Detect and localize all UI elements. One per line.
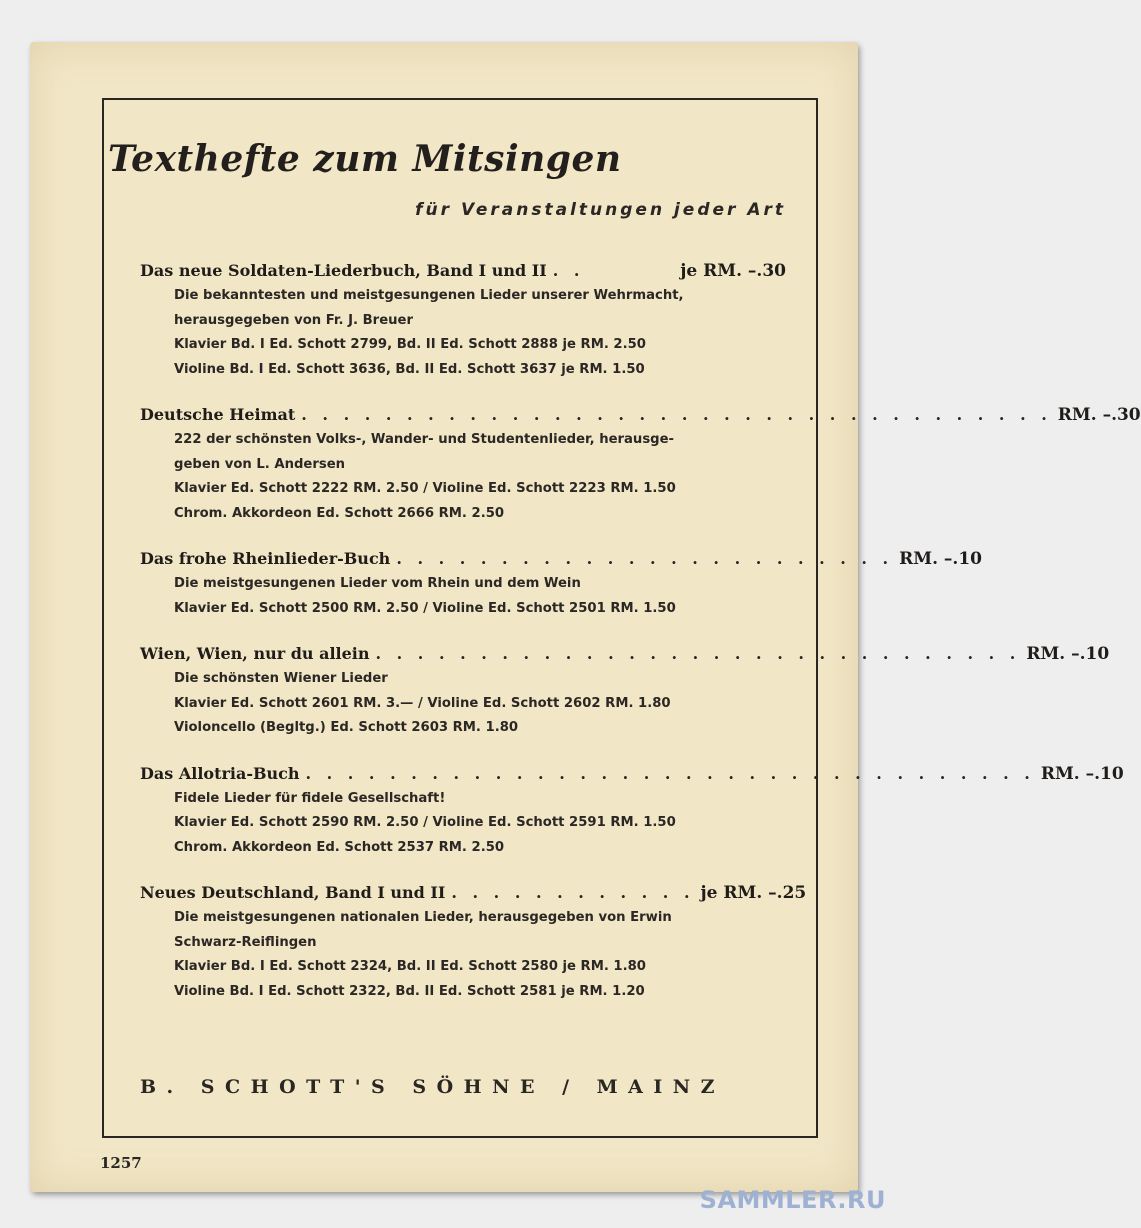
page-title: Texthefte zum Mitsingen [108, 138, 622, 180]
catalog-entry [140, 402, 1141, 526]
entry-line: herausgegeben von Fr. J. Breuer [174, 312, 413, 328]
entry-title: Neues Deutschland, Band I und II [140, 883, 446, 902]
entry-line: Klavier Ed. Schott 2500 RM. 2.50 / Violine Ed. Schott 2501 RM. 1.50 [174, 600, 676, 616]
leader-dots: . . . . . . . . . . . . . . . . . . . . . . . . . . . . . . . . . . . . [301, 405, 1052, 424]
site-watermark: SAMMLER.RU [699, 1186, 886, 1214]
entry-price: je RM. –.30 [680, 261, 786, 281]
leader-dots: . . . . . . . . . . . . . . . . . . . . . . . . [396, 549, 894, 568]
entry-line: Violine Bd. I Ed. Schott 2322, Bd. II Ed. Schott 2581 je RM. 1.20 [174, 983, 645, 999]
print-number: 1257 [100, 1154, 142, 1172]
publisher-imprint: B. SCHOTT'S SÖHNE / MAINZ [140, 1076, 726, 1098]
entry-line: geben von L. Andersen [174, 456, 346, 472]
entry-line: Schwarz-Reiflingen [174, 934, 317, 950]
entry-title: Das Allotria-Buch [140, 763, 300, 783]
entry-line: Die meistgesungenen Lieder vom Rhein und dem Wein [174, 576, 581, 591]
entry-description [140, 906, 786, 1004]
entry-line: Chrom. Akkordeon Ed. Schott 2537 RM. 2.50 [174, 839, 505, 855]
leader-dots: . . [552, 261, 585, 280]
entry-line: Klavier Ed. Schott 2222 RM. 2.50 / Violine Ed. Schott 2223 RM. 1.50 [174, 481, 676, 496]
entry-title: Wien, Wien, nur du allein [140, 644, 370, 663]
entry-description [140, 284, 786, 382]
leader-dots: . . . . . . . . . . . . . . . . . . . . . . . . . . . . . . . . . . . [305, 763, 1035, 783]
entry-heading [140, 546, 982, 572]
entry-title: Das neue Soldaten-Liederbuch, Band I und II [140, 261, 547, 280]
entry-title: Deutsche Heimat [140, 405, 296, 424]
entry-price: RM. –.30 [1057, 405, 1141, 425]
entry-price: je RM. –.25 [700, 883, 807, 903]
leader-dots: . . . . . . . . . . . . . . . . . . . . . . . . . . . . . . . [375, 644, 1021, 663]
entry-description [140, 428, 786, 526]
entry-line: Chrom. Akkordeon Ed. Schott 2666 RM. 2.50 [174, 505, 505, 521]
leader-dots: . . . . . . . . . . . . [451, 883, 695, 902]
catalog-entry [140, 546, 982, 621]
catalog-entry [140, 258, 786, 382]
entry-heading [140, 402, 1141, 428]
entry-line: Klavier Ed. Schott 2590 RM. 2.50 / Violine Ed. Schott 2591 RM. 1.50 [174, 815, 676, 830]
entry-line: Fidele Lieder für fidele Gesellschaft! [174, 790, 446, 806]
catalog-entry [140, 641, 1110, 741]
entry-line: Die meistgesungenen nationalen Lieder, herausgegeben von Erwin [174, 910, 672, 925]
entry-line: Violine Bd. I Ed. Schott 3636, Bd. II Ed. Schott 3637 je RM. 1.50 [174, 361, 645, 377]
entry-title: Das frohe Rheinlieder-Buch [140, 549, 391, 568]
catalog-entry [140, 761, 1124, 861]
entry-price: RM. –.10 [1040, 763, 1124, 784]
entry-line: Die schönsten Wiener Lieder [174, 671, 388, 686]
entry-heading [140, 761, 1124, 787]
catalog-list [140, 258, 1141, 1004]
entry-heading [140, 880, 807, 906]
entry-line: Klavier Ed. Schott 2601 RM. 3.— / Violine Ed. Schott 2602 RM. 1.80 [174, 695, 671, 711]
entry-line: Klavier Bd. I Ed. Schott 2799, Bd. II Ed. Schott 2888 je RM. 2.50 [174, 337, 646, 352]
entry-description [140, 572, 786, 621]
entry-description [140, 787, 786, 861]
entry-price: RM. –.10 [899, 549, 982, 569]
entry-heading [140, 258, 786, 284]
page-subtitle: für Veranstaltungen jeder Art [415, 200, 786, 220]
entry-description [140, 667, 786, 741]
entry-heading [140, 641, 1110, 667]
entry-price: RM. –.10 [1026, 644, 1110, 664]
entry-line: 222 der schönsten Volks-, Wander- und Studentenlieder, herausge- [174, 432, 675, 447]
catalog-entry [140, 880, 807, 1004]
entry-line: Klavier Bd. I Ed. Schott 2324, Bd. II Ed. Schott 2580 je RM. 1.80 [174, 959, 646, 974]
entry-line: Violoncello (Begltg.) Ed. Schott 2603 RM. 1.80 [174, 720, 519, 735]
entry-line: Die bekanntesten und meistgesungenen Lieder unserer Wehrmacht, [174, 288, 684, 303]
